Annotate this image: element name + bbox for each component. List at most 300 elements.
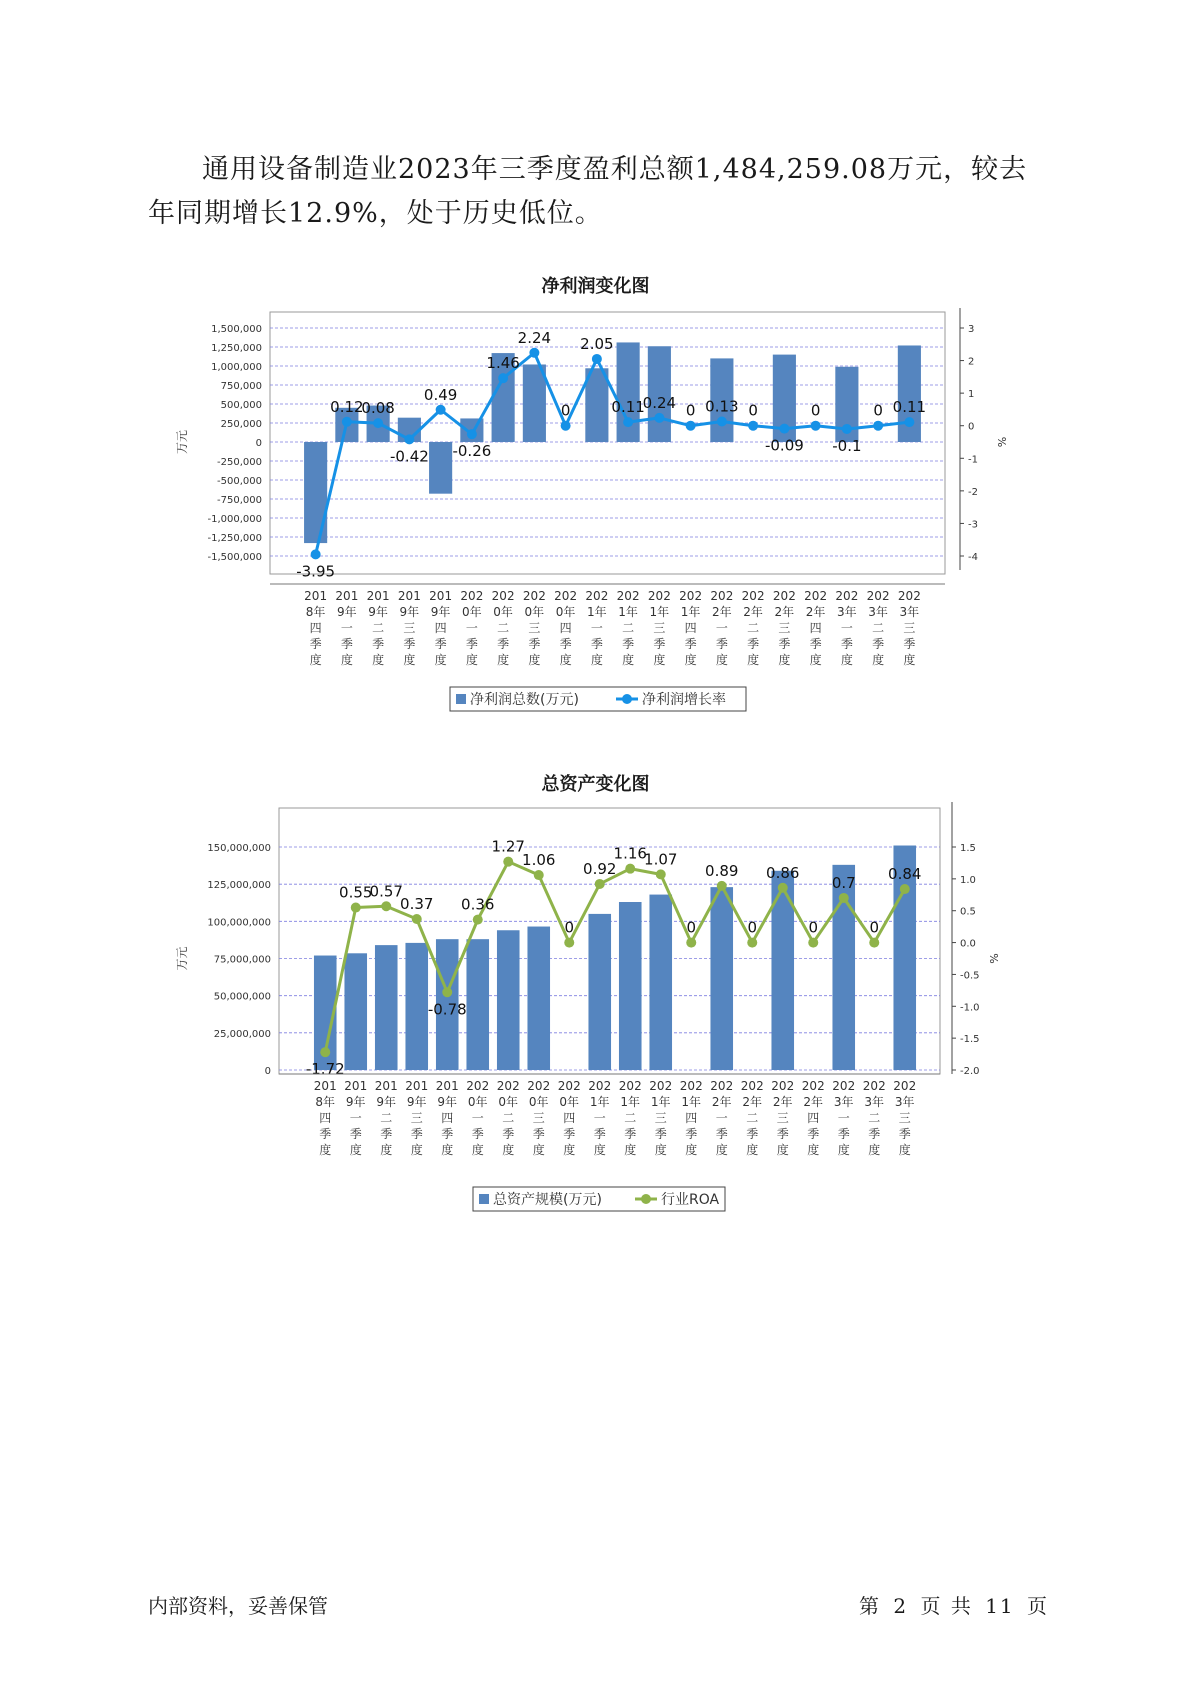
x-tick-label: 202 [554, 589, 578, 603]
x-tick-label: 202 [496, 1079, 520, 1093]
x-tick-label: 202 [522, 589, 546, 603]
data-label: 1.27 [491, 837, 525, 856]
x-tick-label: 2年 [712, 605, 732, 619]
data-label: -0.26 [452, 442, 492, 461]
x-tick-label: 0年 [555, 605, 576, 619]
x-tick-label: 季 [778, 637, 791, 651]
x-tick-label: 度 [807, 1143, 820, 1157]
x-tick-label: 季 [903, 637, 916, 651]
line-point [592, 354, 602, 364]
x-tick-label: 202 [771, 1079, 795, 1093]
data-label: 2.24 [517, 328, 552, 347]
line-point [498, 373, 508, 383]
x-tick-label: 2年 [803, 1095, 824, 1109]
data-label: 0.92 [583, 859, 617, 878]
x-tick-label: 202 [740, 1079, 764, 1093]
y2-tick-label: -1.5 [960, 1034, 980, 1046]
x-tick-label: 8年 [305, 605, 326, 619]
x-tick-label: 1年 [681, 1095, 702, 1109]
y2-tick-label: 0.5 [960, 906, 976, 918]
x-tick-label: 二 [872, 621, 885, 635]
data-label: 0 [564, 918, 575, 937]
x-tick-label: 度 [778, 653, 791, 667]
y-tick-label: 75,000,000 [213, 954, 271, 966]
x-tick-label: 度 [624, 1143, 637, 1157]
x-tick-label: 季 [622, 637, 635, 651]
intro-paragraph: 通用设备制造业2023年三季度盈利总额1,484,259.08万元，较去年同期增长12.9%，处于历史低位。 [148, 154, 1028, 229]
total-assets-chart [0, 790, 1191, 1230]
line-point [808, 938, 818, 948]
y-tick-label: -250,000 [217, 457, 262, 468]
x-tick-label: 度 [747, 653, 760, 667]
line-point [747, 938, 757, 948]
x-tick-label: 度 [685, 1143, 698, 1157]
x-tick-label: 季 [434, 637, 447, 651]
x-tick-label: 三 [532, 1111, 545, 1125]
x-tick-label: 季 [532, 1127, 545, 1141]
y2-tick-label: 3 [968, 324, 975, 335]
line-point [320, 1047, 330, 1057]
x-tick-label: 3年 [837, 605, 857, 619]
x-tick-label: 202 [588, 1079, 612, 1093]
line-point [656, 869, 666, 879]
line-point [842, 424, 852, 434]
x-tick-label: 度 [528, 653, 541, 667]
footer-page-number: 2 [893, 1594, 909, 1618]
x-tick-label: 3年 [899, 605, 920, 619]
x-tick-label: 季 [349, 1127, 362, 1141]
data-label: 1.16 [613, 844, 647, 863]
data-label: 1.06 [522, 851, 556, 870]
x-tick-label: 季 [715, 637, 728, 651]
line-point [534, 870, 544, 880]
line-point [404, 434, 414, 444]
y-tick-label: 1,250,000 [211, 343, 262, 354]
line-point [442, 987, 452, 997]
line-point [686, 421, 696, 431]
y-tick-label: -1,000,000 [207, 514, 262, 525]
x-tick-label: 202 [893, 1079, 917, 1093]
line-point [686, 938, 696, 948]
x-tick-label: 二 [380, 1111, 393, 1125]
x-tick-label: 度 [684, 653, 697, 667]
line-point [623, 417, 633, 427]
x-tick-label: 三 [776, 1111, 789, 1125]
data-label: 0.37 [400, 894, 434, 913]
x-tick-label: 度 [349, 1143, 362, 1157]
line-point [654, 413, 664, 423]
x-tick-label: 202 [710, 589, 734, 603]
line-point [529, 348, 539, 358]
bar [405, 943, 428, 1070]
y-tick-label: 25,000,000 [213, 1028, 271, 1040]
y-tick-label: 0 [264, 1066, 271, 1077]
x-tick-label: 202 [557, 1079, 581, 1093]
x-tick-label: 度 [590, 653, 603, 667]
x-tick-label: 三 [410, 1111, 423, 1125]
x-tick-label: 三 [653, 621, 666, 635]
footer-confidential: 内部资料，妥善保管 [148, 1594, 328, 1618]
x-tick-label: 202 [585, 589, 609, 603]
x-tick-label: 202 [649, 1079, 673, 1093]
legend-line-marker [622, 694, 632, 704]
x-tick-label: 2年 [743, 605, 763, 619]
x-tick-label: 季 [340, 637, 353, 651]
x-tick-label: 3年 [864, 1095, 885, 1109]
x-tick-label: 202 [679, 589, 703, 603]
x-tick-label: 3年 [833, 1095, 854, 1109]
data-label: 0.08 [361, 399, 395, 418]
x-tick-label: 四 [807, 1111, 820, 1125]
y-tick-label: 1,500,000 [211, 324, 262, 335]
data-label: 0.36 [461, 895, 495, 914]
x-tick-label: 四 [685, 1111, 698, 1125]
x-tick-label: 季 [746, 1127, 759, 1141]
x-tick-label: 季 [747, 637, 760, 651]
x-tick-label: 度 [380, 1143, 393, 1157]
line-point [342, 417, 352, 427]
x-tick-label: 3年 [868, 605, 888, 619]
x-tick-label: 度 [715, 653, 728, 667]
line-point [311, 549, 321, 559]
x-tick-label: 度 [868, 1143, 881, 1157]
x-tick-label: 度 [654, 1143, 667, 1157]
x-tick-label: 度 [532, 1143, 545, 1157]
y2-tick-label: 0 [968, 421, 975, 433]
x-tick-label: 季 [837, 1127, 850, 1141]
y-axis-title: 万元 [175, 429, 189, 455]
x-tick-label: 9年 [337, 605, 357, 619]
y-tick-label: -500,000 [217, 476, 262, 487]
y2-tick-label: -4 [968, 552, 978, 563]
line-point [811, 421, 821, 431]
data-label: 0.84 [888, 865, 922, 884]
x-tick-label: 度 [502, 1143, 515, 1157]
footer-page-prefix: 第 [859, 1594, 882, 1618]
x-tick-label: 二 [624, 1111, 637, 1125]
line-point [717, 416, 727, 426]
x-tick-label: 度 [563, 1143, 576, 1157]
x-tick-label: 季 [563, 1127, 576, 1141]
y2-tick-label: -2 [968, 486, 978, 498]
legend-bar-label: 净利润总数(万元) [470, 692, 579, 708]
legend-line-marker [641, 1194, 651, 1204]
x-tick-label: 202 [801, 1079, 825, 1093]
x-tick-label: 201 [304, 589, 328, 603]
x-tick-label: 一 [349, 1111, 362, 1125]
x-tick-label: 三 [778, 621, 791, 635]
x-tick-label: 0年 [467, 1095, 488, 1109]
x-tick-label: 季 [653, 637, 666, 651]
x-tick-label: 2年 [711, 1095, 732, 1109]
x-tick-label: 四 [559, 621, 572, 635]
bar [898, 345, 921, 442]
y2-axis-title: % [987, 953, 1000, 964]
x-tick-label: 度 [776, 1143, 789, 1157]
footer-page-total: 11 [985, 1594, 1015, 1618]
y-tick-label: 500,000 [220, 400, 262, 411]
x-tick-label: 一 [465, 621, 478, 635]
x-tick-label: 0年 [498, 1095, 519, 1109]
x-tick-label: 202 [460, 589, 484, 603]
x-tick-label: 季 [559, 637, 572, 651]
x-tick-label: 201 [435, 1079, 459, 1093]
x-tick-label: 一 [590, 621, 603, 635]
x-tick-label: 201 [313, 1079, 337, 1093]
x-tick-label: 度 [471, 1143, 484, 1157]
x-tick-label: 1年 [680, 605, 701, 619]
x-tick-label: 季 [403, 637, 416, 651]
footer-page-suffix: 页 [1027, 1594, 1049, 1618]
x-tick-label: 季 [809, 637, 822, 651]
x-tick-label: 四 [809, 621, 822, 635]
x-tick-label: 一 [593, 1111, 606, 1125]
x-tick-label: 一 [715, 1111, 728, 1125]
x-tick-label: 一 [837, 1111, 850, 1125]
line-point [436, 405, 446, 415]
legend-line-label: 行业ROA [661, 1192, 720, 1208]
x-tick-label: 季 [593, 1127, 606, 1141]
bar [588, 914, 611, 1070]
x-tick-label: 季 [497, 637, 510, 651]
x-tick-label: 度 [340, 653, 353, 667]
x-tick-label: 1年 [589, 1095, 610, 1109]
x-tick-label: 三 [528, 621, 541, 635]
data-label: 0.11 [611, 398, 645, 417]
x-tick-label: 202 [862, 1079, 886, 1093]
x-tick-label: 9年 [406, 1095, 427, 1109]
x-tick-label: 度 [372, 653, 385, 667]
legend-bar-label: 总资产规模(万元) [493, 1192, 602, 1208]
legend-bar-swatch [456, 694, 466, 704]
x-tick-label: 8年 [315, 1095, 336, 1109]
x-tick-label: 202 [491, 589, 515, 603]
data-label: -0.09 [764, 436, 804, 455]
y-tick-label: -1,500,000 [207, 552, 262, 563]
y2-tick-label: 2 [968, 356, 975, 368]
x-tick-label: 四 [319, 1111, 332, 1125]
bar [619, 902, 642, 1070]
x-tick-label: 0年 [559, 1095, 580, 1109]
x-tick-label: 202 [741, 589, 765, 603]
x-tick-label: 9年 [345, 1095, 366, 1109]
bar [344, 953, 367, 1070]
footer-page-mid: 页 共 [920, 1594, 973, 1618]
y-tick-label: 250,000 [220, 419, 262, 430]
x-tick-label: 季 [654, 1127, 667, 1141]
bar [710, 887, 733, 1070]
x-tick-label: 度 [465, 653, 478, 667]
x-tick-label: 季 [868, 1127, 881, 1141]
x-tick-label: 度 [872, 653, 885, 667]
x-tick-label: 度 [837, 1143, 850, 1157]
x-tick-label: 201 [344, 1079, 368, 1093]
x-tick-label: 度 [559, 653, 572, 667]
x-tick-label: 季 [684, 637, 697, 651]
x-tick-label: 季 [528, 637, 541, 651]
x-tick-label: 202 [618, 1079, 642, 1093]
x-tick-label: 度 [809, 653, 822, 667]
x-tick-label: 9年 [376, 1095, 397, 1109]
line-point [904, 417, 914, 427]
x-tick-label: 季 [410, 1127, 423, 1141]
x-tick-label: 度 [840, 653, 853, 667]
line-point [595, 879, 605, 889]
x-tick-label: 202 [710, 1079, 734, 1093]
x-tick-label: 二 [746, 1111, 759, 1125]
data-label: 0.86 [766, 863, 800, 882]
bar [304, 442, 327, 543]
x-tick-label: 201 [405, 1079, 429, 1093]
y-tick-label: -1,250,000 [207, 533, 262, 544]
x-tick-label: 二 [747, 621, 760, 635]
x-tick-label: 季 [872, 637, 885, 651]
x-tick-label: 202 [804, 589, 828, 603]
x-tick-label: 202 [832, 1079, 856, 1093]
x-tick-label: 201 [335, 589, 359, 603]
x-tick-label: 度 [309, 653, 322, 667]
y-tick-label: -750,000 [217, 495, 262, 506]
x-tick-label: 一 [840, 621, 853, 635]
x-tick-label: 三 [898, 1111, 911, 1125]
x-tick-label: 202 [647, 589, 671, 603]
x-tick-label: 0年 [524, 605, 545, 619]
x-tick-label: 度 [441, 1143, 454, 1157]
chart2-title: 总资产变化图 [541, 774, 650, 795]
line-point [373, 418, 383, 428]
line-point [900, 884, 910, 894]
x-tick-label: 202 [835, 589, 859, 603]
data-label: 0 [808, 918, 819, 937]
data-label: -1.72 [305, 1060, 345, 1079]
line-point [351, 903, 361, 913]
x-tick-label: 201 [366, 589, 390, 603]
y-tick-label: 750,000 [220, 381, 262, 392]
y-tick-label: 125,000,000 [207, 880, 271, 892]
x-tick-label: 1年 [650, 1095, 671, 1109]
x-tick-label: 季 [471, 1127, 484, 1141]
x-tick-label: 度 [403, 653, 416, 667]
x-tick-label: 季 [309, 637, 322, 651]
chart1-title: 净利润变化图 [541, 276, 650, 297]
data-label: 0.57 [369, 882, 403, 901]
bar [497, 930, 520, 1070]
data-label: 0 [810, 401, 821, 420]
x-tick-label: 季 [502, 1127, 515, 1141]
line-point [561, 421, 571, 431]
x-tick-label: 四 [684, 621, 697, 635]
x-tick-label: 1年 [587, 605, 607, 619]
y2-tick-label: -1 [968, 454, 978, 466]
x-tick-label: 0年 [493, 605, 513, 619]
line-point [467, 429, 477, 439]
x-tick-label: 季 [685, 1127, 698, 1141]
line-point [473, 915, 483, 925]
x-tick-label: 9年 [399, 605, 420, 619]
data-label: 0.11 [892, 398, 927, 417]
x-tick-label: 一 [340, 621, 353, 635]
data-label: 0 [873, 401, 883, 420]
x-tick-label: 季 [776, 1127, 789, 1141]
x-tick-label: 季 [319, 1127, 332, 1141]
data-label: 1.46 [486, 354, 520, 373]
x-tick-label: 2年 [772, 1095, 793, 1109]
y-tick-label: 50,000,000 [213, 991, 271, 1003]
data-label: 0.89 [705, 861, 739, 880]
x-tick-label: 0年 [528, 1095, 549, 1109]
bar [429, 442, 452, 494]
data-label: 0 [560, 401, 571, 420]
y2-tick-label: -2.0 [960, 1066, 980, 1077]
x-tick-label: 季 [715, 1127, 728, 1141]
data-label: 0 [869, 918, 880, 937]
x-tick-label: 9年 [437, 1095, 458, 1109]
data-label: 0 [748, 401, 758, 420]
line-point [839, 893, 849, 903]
x-tick-label: 202 [527, 1079, 551, 1093]
x-tick-label: 0年 [462, 605, 482, 619]
x-tick-label: 一 [471, 1111, 484, 1125]
line-point [869, 938, 879, 948]
y-axis-title: 万元 [175, 946, 189, 971]
x-tick-label: 二 [497, 621, 510, 635]
data-label: -0.78 [427, 1000, 467, 1019]
y2-tick-label: -1.0 [960, 1002, 980, 1014]
x-tick-label: 度 [898, 1143, 911, 1157]
x-tick-label: 四 [434, 621, 447, 635]
y2-tick-label: 1.5 [960, 843, 976, 854]
line-point [778, 883, 788, 893]
x-tick-label: 四 [441, 1111, 454, 1125]
x-tick-label: 四 [309, 621, 322, 635]
x-tick-label: 二 [868, 1111, 881, 1125]
data-label: 0 [685, 401, 696, 420]
x-tick-label: 季 [840, 637, 853, 651]
x-tick-label: 202 [866, 589, 890, 603]
x-tick-label: 度 [715, 1143, 728, 1157]
x-tick-label: 度 [653, 653, 666, 667]
data-label: 0.13 [705, 397, 739, 416]
x-tick-label: 度 [593, 1143, 606, 1157]
legend-line-label: 净利润增长率 [642, 692, 726, 708]
line-point [564, 938, 574, 948]
bar [527, 927, 550, 1070]
x-tick-label: 季 [807, 1127, 820, 1141]
x-tick-label: 一 [715, 621, 728, 635]
bar [523, 364, 546, 442]
x-tick-label: 度 [319, 1143, 332, 1157]
line-point [381, 901, 391, 911]
x-tick-label: 201 [397, 589, 421, 603]
x-tick-label: 四 [563, 1111, 576, 1125]
net-profit-chart [0, 290, 1191, 730]
x-tick-label: 2年 [774, 605, 795, 619]
data-label: 0.55 [339, 883, 373, 902]
y2-tick-label: -3 [968, 519, 978, 531]
x-tick-label: 201 [374, 1079, 398, 1093]
y2-tick-label: 1.0 [960, 874, 976, 886]
y2-tick-label: -0.5 [960, 970, 980, 982]
x-tick-label: 201 [429, 589, 453, 603]
x-tick-label: 度 [903, 653, 916, 667]
data-label: 2.05 [580, 334, 614, 353]
x-tick-label: 度 [497, 653, 510, 667]
x-tick-label: 二 [372, 621, 385, 635]
x-tick-label: 1年 [620, 1095, 641, 1109]
x-tick-label: 季 [372, 637, 385, 651]
data-label: -3.95 [296, 562, 336, 581]
x-tick-label: 202 [897, 589, 921, 603]
